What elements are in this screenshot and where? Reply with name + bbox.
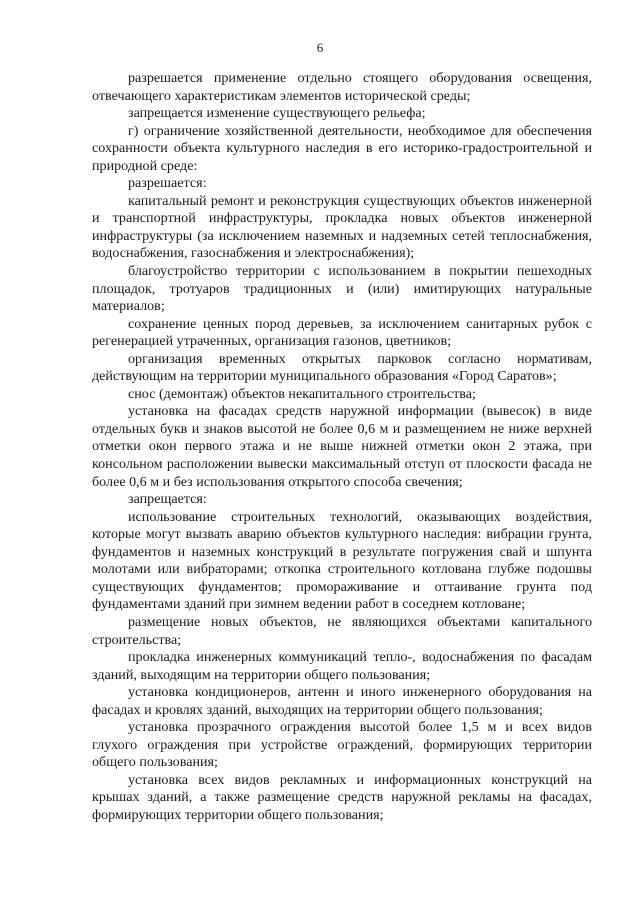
paragraph: размещение новых объектов, не являющихся объектами капитального строительства; xyxy=(92,613,592,648)
paragraph: установка кондиционеров, антенн и иного инженерного оборудования на фасадах и кровлях зданий, выходящих на территории общего пользования; xyxy=(92,684,592,718)
document-body xyxy=(92,70,592,825)
paragraph: организация временных открытых парковок согласно нормативам, действующим на территории муниципального образования «Город Саратов»; xyxy=(92,350,592,385)
paragraph: благоустройство территории с использованием в покрытии пешеходных площадок, тротуаров традиционных и (или) имитирующих натуральные материалов; xyxy=(92,263,592,315)
paragraph: запрещается изменение существующего рельефа; xyxy=(128,105,426,122)
paragraph: капитальный ремонт и реконструкция существующих объектов инженерной и транспортной инфраструктуры, прокладка новых объектов инженерной инфраструктуры (за исключением наземных и надземных сетей теплоснабжения, водоснабжения, газоснабжения и электроснабжения); xyxy=(92,192,592,262)
paragraph: сохранение ценных пород деревьев, за исключением санитарных рубок с регенерацией утраченных, организация газонов, цветников; xyxy=(92,315,592,350)
paragraph: г) ограничение хозяйственной деятельности, необходимое для обеспечения сохранности объекта культурного наследия в его историко-градостроительной и природной среде: xyxy=(92,122,592,174)
section-heading-allowed: разрешается: xyxy=(128,175,207,192)
paragraph: разрешается применение отдельно стоящего оборудования освещения, отвечающего характеристикам элементов исторической среды; xyxy=(92,70,592,104)
paragraph: снос (демонтаж) объектов некапитального строительства; xyxy=(128,385,476,402)
paragraph: использование строительных технологий, оказывающих воздействия, которые могут вызвать аварию объектов культурного наследия: вибрации грунта, фундаментов и наземных конструкций в результате погружения свай и шпунта молотами или вибраторами; откопка строительного котлована глубже подошвы существующих фундаментов; промораживание и оттаивание грунта под фундаментами зданий при зимнем ведении работ в соседнем котловане; xyxy=(92,508,592,613)
page-number: 6 xyxy=(316,40,324,55)
paragraph: установка на фасадах средств наружной информации (вывесок) в виде отдельных букв и знаков высотой не более 0,6 м и размещением не ниже верхней отметки окон первого этажа и не выше нижней отметки окон 2 этажа, при консольном расположении вывески максимальный отступ от плоскости фасада не более 0,6 м и без использования открытого способа свечения; xyxy=(92,403,592,490)
section-heading-prohibited: запрещается: xyxy=(128,491,207,508)
paragraph: прокладка инженерных коммуникаций тепло-, водоснабжения по фасадам зданий, выходящим на территории общего пользования; xyxy=(92,649,592,683)
paragraph: установка прозрачного ограждения высотой более 1,5 м и всех видов глухого ограждения при устройстве ограждений, формирующих территории общего пользования; xyxy=(92,719,592,771)
paragraph: установка всех видов рекламных и информационных конструкций на крышах зданий, а также размещение средств наружной рекламы на фасадах, формирующих территории общего пользования; xyxy=(92,771,592,823)
